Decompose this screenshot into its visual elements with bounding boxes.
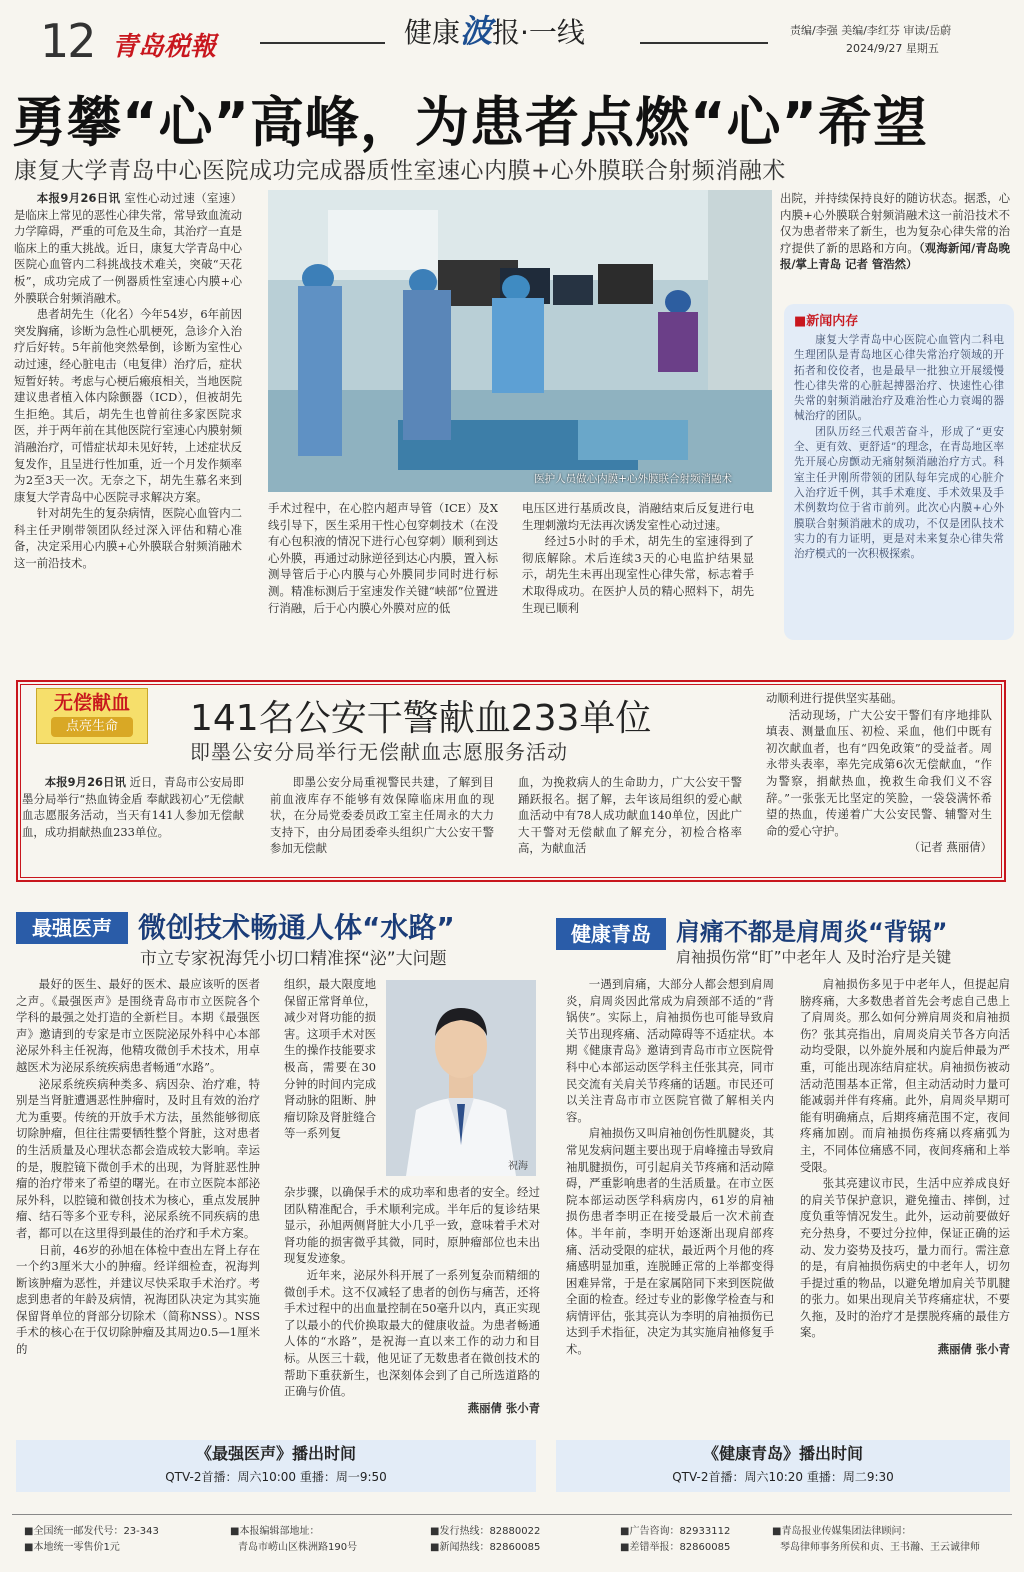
- lead-dateline: 本报9月26日讯: [36, 191, 121, 205]
- footer-rule: [12, 1514, 1012, 1515]
- blood-dateline: 本报9月26日讯: [44, 775, 126, 789]
- bl-p5: 杂步骤，以确保手术的成功率和患者的安全。经过团队精准配合，手术顺利完成。半年后的复诊结果显示，孙旭两侧肾脏大小几乎一致，意味着手术对肾功能的损害微乎其微，同时，原肿瘤部位也未出现复发迹象。: [284, 1185, 540, 1266]
- masthead-rule-right: [640, 42, 768, 44]
- bl-broadcast-bar: [16, 1440, 536, 1492]
- editors: 责编/李强 美编/李红芬 审读/岳蔚: [790, 24, 952, 37]
- doctor-photo-caption: 祝海: [508, 1161, 528, 1172]
- lead-column-4: [780, 190, 1010, 294]
- lead-c4: 出院，并持续保持良好的随访状态。据悉，心内膜+心外膜联合射频消融术这一前沿技术不仅为患者带来了新生，也为复杂心律失常的治疗提供了新的思路和方向。: [780, 191, 1010, 255]
- footer-e2: 琴岛律师事务所侯和贞、王书瀚、王云诚律师: [780, 1542, 980, 1553]
- bl-p6: 近年来，泌尿外科开展了一系列复杂而精细的微创手术。这不仅减轻了患者的创伤与痛苦，还将手术过程中的出血量控制在50毫升以内，真正实现了以最小的代价换取最大的健康收益。为患者畅通人体的“水路”，是祝海一直以来工作的动力和目标。从医三十载，他见证了无数患者在微创技术的帮助下重获新生，也深刻体会到了自己所选道路的正确与价值。: [284, 1267, 540, 1399]
- bl-bar-time: QTV-2首播：周六10:00 重播：周一9:50: [165, 1470, 387, 1484]
- issue-date: 2024/9/27 星期五: [846, 42, 939, 55]
- footer-a2: ■本地统一零售价1元: [24, 1542, 120, 1553]
- surgery-illustration: [268, 190, 772, 492]
- br-broadcast-bar: [556, 1440, 1010, 1492]
- photo-caption: 医护人员做心内膜+心外膜联合射频消融术: [534, 473, 732, 485]
- br-p4: 张其亮建议市民，生活中应养成良好的肩关节保护意识，避免撞击、摔倒，过度负重等情况发生。此外，运动前要做好充分热身，不要过分拉伸，保证正确的运动、发力姿势及技巧，量力而行。需注意的是，有肩袖损伤病史的中老年人，切勿手提过重的物品，以避免增加肩关节肌腱的张力。如果出现肩关节疼痛症状，不要久拖，及时的治疗才是摆脱疼痛的最佳方案。: [800, 1176, 1010, 1340]
- section-title-a: 健康: [404, 16, 461, 49]
- br-bar-title: 《健康青岛》播出时间: [702, 1444, 863, 1463]
- lead-p3: 针对胡先生的复杂病情，医院心血管内二科主任尹刚带领团队经过深入评估和精心准备，决定采用心内膜+心外膜联合射频消融术这一前沿技术。: [14, 506, 242, 571]
- footer-a1: ■全国统一邮发代号：23-343: [24, 1526, 159, 1537]
- br-byline: 燕丽倩 张小青: [937, 1342, 1010, 1357]
- bl-column-2a: [284, 976, 376, 1186]
- br-bar-time: QTV-2首播：周六10:20 重播：周二9:30: [672, 1470, 894, 1484]
- footer-b1: ■本报编辑部地址：: [230, 1526, 320, 1537]
- bl-tag: 最强医声: [16, 912, 128, 944]
- news-box-title: ■新闻内存: [794, 314, 859, 329]
- blood-headline: 141名公安干警献血233单位: [190, 698, 652, 739]
- lead-column-1: [14, 190, 242, 640]
- blood-byline: （记者 燕丽倩）: [908, 840, 992, 855]
- footer-d1: ■广告咨询：82933112: [620, 1526, 731, 1537]
- bl-p3: 日前，46岁的孙旭在体检中查出左肾上存在一个约3厘米大小的肿瘤。经详细检查，祝海判断该肿瘤为恶性，并建议尽快采取手术治疗。考虑到患者的年龄及病情，祝海团队决定为其实施保留肾单位的肾部分切除术（简称NSS）。NSS手术的核心在于仅切除肿瘤及其周边0.5—1厘米的: [16, 1242, 260, 1357]
- lead-p1: 室性心动过速（室速）是临床上常见的恶性心律失常，常导致血流动力学障碍，严重的可危及生命，其治疗一直是临床上的重大挑战。近日，康复大学青岛中心医院心血管内二科挑战技术难关，突破“天花板”，成功完成了一例器质性室速心内膜+心外膜联合射频消融术。: [14, 191, 242, 305]
- footer-c1: ■发行热线：82880022: [430, 1526, 541, 1537]
- blood-c2: 即墨公安分局重视警民共建，了解到目前血液库存不能够有效保障临床用血的现状，在分局党委委员政工室主任周永的大力支持下，由分局团委牵头组织广大公安干警参加无偿献: [270, 775, 494, 856]
- bl-p1: 最好的医生、最好的医术、最应该听的医者之声。《最强医声》是围绕青岛市市立医院各个学科的最强之处打造的全新栏目。本期《最强医声》邀请到的专家是市立医院泌尿外科中心本部泌尿外科主任祝海，他精攻微创手术技术，用卓越医术为泌尿系统疾病患者畅通“水路”。: [16, 977, 260, 1074]
- br-tag: 健康青岛: [556, 918, 666, 950]
- br-subhead: 肩袖损伤常“盯”中老年人 及时治疗是关键: [676, 948, 952, 966]
- br-headline: 肩痛不都是肩周炎“背锅”: [676, 918, 948, 946]
- section-title-c: 报·一线: [492, 16, 585, 49]
- blood-column-2: [270, 774, 494, 864]
- footer-c2: ■新闻热线：82860085: [430, 1542, 541, 1553]
- blood-c3: 血，为挽救病人的生命助力，广大公安干警踊跃报名。据了解，去年该局组织的爱心献血活动中有78人成功献血140单位，因此广大干警对无偿献血了解充分，初检合格率高，为献血活: [518, 775, 742, 856]
- footer-e1: ■青岛报业传媒集团法律顾问：: [772, 1526, 912, 1537]
- blood-subhead: 即墨公安分局举行无偿献血志愿服务活动: [190, 740, 568, 764]
- footer-b2: 青岛市崂山区株洲路190号: [238, 1542, 358, 1553]
- lead-headline: 勇攀“心”高峰，为患者点燃“心”希望: [12, 91, 928, 154]
- surgery-photo: [268, 190, 772, 492]
- lead-column-3: [522, 500, 754, 640]
- news-box-p1: 康复大学青岛中心医院心血管内二科电生理团队是青岛地区心律失常治疗领域的开拓者和佼佼者，也是最早一批独立开展缓慢性心律失常的心脏起搏器治疗、快速性心律失常的射频消融治疗及难治性心力衰竭的器械治疗的团队。: [794, 334, 1004, 423]
- news-box-p2: 团队历经三代艰苦奋斗，形成了“更安全、更有效、更舒适”的理念，在青岛地区率先开展心房颤动无痛射频消融治疗方式。科室主任尹刚所带领的团队每年完成的心脏介入治疗近千例，其手术难度、手术效果及手术例数均位于省市前列。此次心内膜+心外膜联合射频消融术的成功，不仅是团队技术实力的有力证明，更是对未来复杂心律失常治疗模式的一次积极探索。: [794, 425, 1004, 561]
- blood-c4b: 活动现场，广大公安干警们有序地排队填表、测量血压、初检、采血，他们中既有初次献血者，也有“四免政策”的受益者。周永带头表率，率先完成第6次无偿献血，“作为警察，捐献热血，挽救生命我们义不容辞。”一张张无比坚定的笑脸，一袋袋满怀希望的热血，传递着广大公安民警、辅警对生命的爱心守护。: [766, 707, 992, 838]
- bl-byline: 燕丽倩 张小青: [467, 1400, 540, 1415]
- bl-column-1: [16, 976, 260, 1426]
- blood-column-3: [518, 774, 742, 864]
- blood-column-1: [22, 774, 244, 864]
- blood-column-4: [766, 690, 992, 868]
- blood-tag-bottom: 点亮生命: [51, 717, 133, 737]
- bl-bar-title: 《最强医声》播出时间: [195, 1444, 356, 1463]
- br-column-2: [800, 976, 1010, 1426]
- lead-c2: 手术过程中，在心腔内超声导管（ICE）及X线引导下，医生采用干性心包穿刺技术（在没有心包积液的情况下进行心包穿刺）顺利到达心外膜，再通过动脉逆径到达心内膜，置入标测导管后于心内膜与心外膜同步同时进行标测。精准标测后于室速发作关键“峡部”位置进行消融，后于心内膜心外膜对应的低: [268, 501, 498, 615]
- br-p1: 一遇到肩痛，大部分人都会想到肩周炎，肩周炎因此常成为肩颈部不适的“背锅侠”。实际上，肩袖损伤也可能导致肩关节出现疼痛、活动障碍等不适症状。本期《健康青岛》邀请到青岛市市立医院骨科中心本部运动医学科主任张其亮，同市民交流有关肩关节疼痛的话题。市民还可以关注青岛市市立医院官微了解相关内容。: [566, 977, 774, 1124]
- bl-p4: 组织，最大限度地保留正常肾单位，减少对肾功能的损害。这项手术对医生的操作技能要求极高，需要在30分钟的时间内完成肾动脉的阻断、肿瘤切除及肾脏缝合等一系列复: [284, 977, 376, 1141]
- footer-d2: ■差错举报：82860085: [620, 1542, 731, 1553]
- section-title-b: 波: [460, 12, 493, 50]
- bl-p2: 泌尿系统疾病种类多、病因杂、治疗难，特别是当肾脏遭遇恶性肿瘤时，及时且有效的治疗尤为重要。传统的开放手术方法，虽然能够彻底切除肿瘤，但往往需要牺牲整个肾脏，这对患者的生活质量及心理状态都会造成较大影响。幸运的是，腹腔镜下微创手术的出现，为肾脏恶性肿瘤的治疗带来了希望的曙光。在市立医院本部泌尿外科，以腔镜和微创技术为核心，重点发展肿瘤、结石等多个亚专科，泌尿系统不同疾病的患者，都可以在这里得到最佳的治疗和手术方案。: [16, 1076, 260, 1240]
- bl-column-2b: [284, 1184, 540, 1426]
- news-box: [784, 304, 1014, 640]
- lead-c3b: 经过5小时的手术，胡先生的室速得到了彻底解除。术后连续3天的心电监护结果显示，胡先生未再出现室性心律失常，标志着手术取得成功。在医护人员的精心照料下，胡先生现已顺利: [522, 534, 754, 615]
- lead-column-2: [268, 500, 498, 640]
- doctor-portrait: [386, 980, 536, 1176]
- blood-tag-top: 无偿献血: [53, 692, 130, 714]
- doctor-photo: [386, 980, 536, 1176]
- bl-headline: 微创技术畅通人体“水路”: [138, 911, 455, 944]
- lead-byline: （观海新闻/青岛晚报/掌上青岛 记者 管浩然）: [780, 240, 1010, 272]
- bl-subhead: 市立专家祝海凭小切口精准探“泌”大问题: [140, 949, 447, 969]
- br-p3: 肩袖损伤多见于中老年人，但提起肩膀疼痛，大多数患者首先会考虑自己患上了肩周炎。那么如何分辨肩周炎和肩袖损伤？张其亮指出，肩周炎肩关节各方向活动均受限，以外旋外展和内旋后伸最为严重，可能出现冻结肩症状。肩袖损伤被动活动范围基本正常，但主动活动时力量可能减弱并伴有疼痛。此外，肩周炎早期可能有明确痛点，后期疼痛范围不定，夜间疼痛加剧。而肩袖损伤疼痛以疼痛弧为主，不同体位痛感不同，夜间疼痛和上举受限。: [800, 977, 1010, 1174]
- lead-p2: 患者胡先生（化名）今年54岁，6年前因突发胸痛，诊断为急性心肌梗死，急诊介入治疗后好转。5年前他突然晕倒，诊断为室性心动过速，经心脏电击（电复律）治疗后，症状短暂好转。考虑与心梗后瘢痕相关，当地医院建议患者植入体内除颤器（ICD），但被胡先生拒绝。其后，胡先生也曾前往多家医院求医，并于两年前在其他医院行室速心内膜射频消融治疗，可惜症状却未见好转，上述症状反复发作，且呈进行性加重，近一个月发作频率为2至3天一次。无奈之下，胡先生慕名来到康复大学青岛中心医院寻求解决方案。: [14, 307, 242, 504]
- masthead-rule-left: [260, 42, 385, 44]
- paper-name: 青岛税報: [112, 32, 217, 62]
- br-column-1: [566, 976, 774, 1426]
- section-title: [404, 6, 585, 52]
- blood-c1: 近日，青岛市公安局即墨分局举行“热血铸金盾 奉献践初心”无偿献血志愿服务活动，当天有141人参加无偿献血，成功捐献热血233单位。: [22, 775, 244, 839]
- page-number: 12: [40, 14, 95, 68]
- lead-subhead: 康复大学青岛中心医院成功完成器质性室速心内膜+心外膜联合射频消融术: [14, 158, 786, 184]
- br-p2: 肩袖损伤又叫肩袖创伤性肌腱炎，其常见发病问题主要出现于肩峰撞击导致肩袖肌腱损伤，可引起肩关节疼痛和活动障碍，严重影响患者的生活质量。在市立医院本部运动医学科病房内，61岁的肩袖损伤患者李明正在接受最后一次术前查体。半年前，李明开始逐渐出现肩部疼痛、活动受限的症状，最近两个月他的疼痛感明显加重，连脱睡正常的上举都变得困难异常，于是在家属陪同下来到医院做全面的检查。经过专业的影像学检查与和病情评估，张其亮认为李明的肩袖损伤已达到手术指征，决定为其实施肩袖修复手术。: [566, 1126, 774, 1357]
- blood-c4: 动顺利进行提供坚实基础。: [766, 691, 903, 705]
- lead-c3: 电压区进行基质改良，消融结束后反复进行电生理刺激均无法再次诱发室性心动过速。: [522, 501, 754, 532]
- blood-tag: [36, 688, 148, 744]
